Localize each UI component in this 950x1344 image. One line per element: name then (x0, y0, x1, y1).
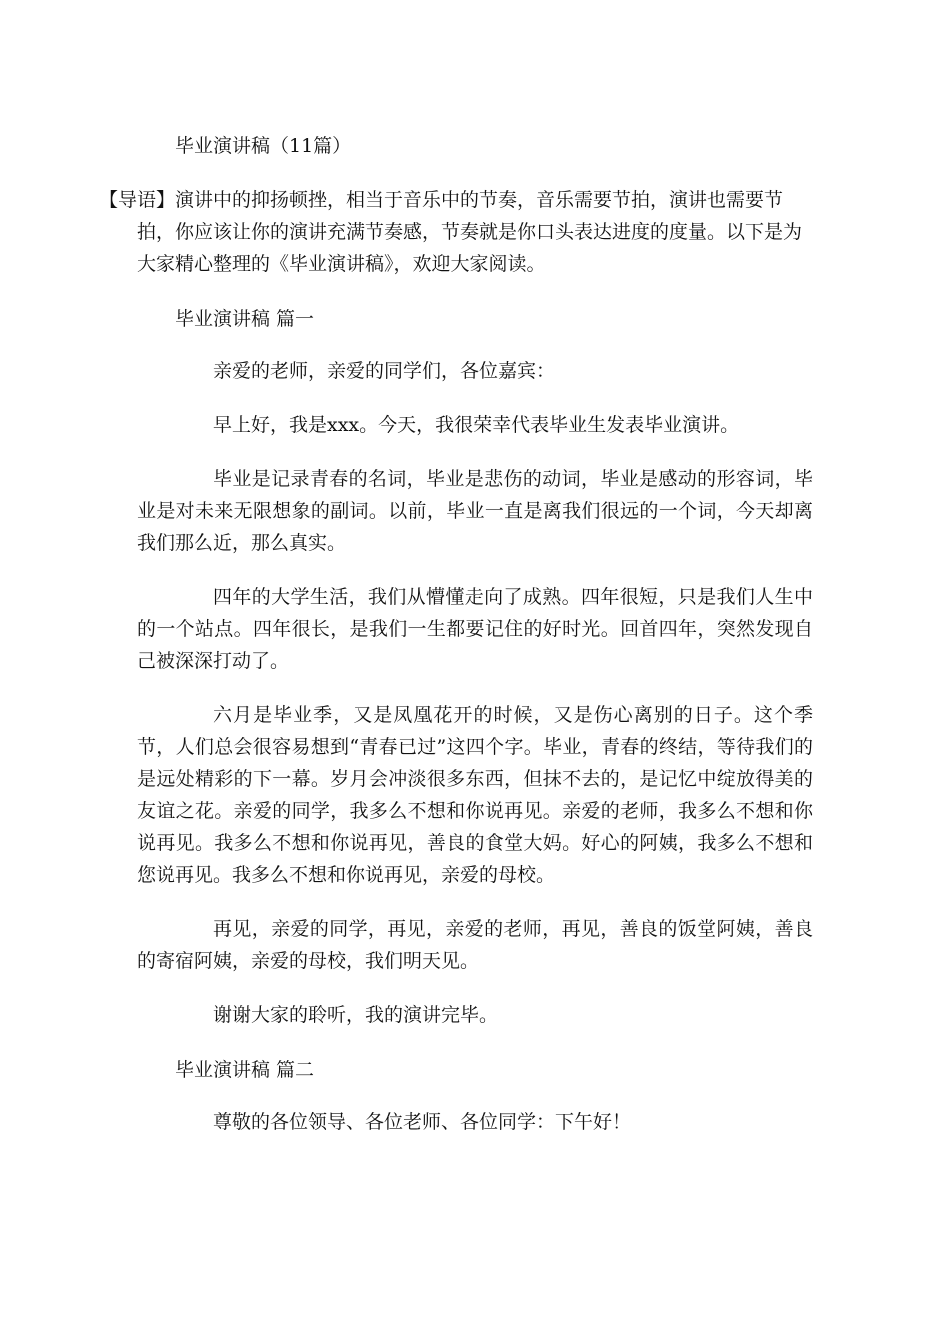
paragraph-salutation: 尊敬的各位领导、各位老师、各位同学：下午好！ (213, 1111, 632, 1133)
paragraph-salutation: 亲爱的老师，亲爱的同学们，各位嘉宾： (213, 360, 556, 382)
paragraph: 六月是毕业季，又是凤凰花开的时候，又是伤心离别的日子。这个季节，人们总会很容易想到“青春已过”这四个字。毕业，青春的终结，等待我们的是远处精彩的下一幕。岁月会冲淡很多东西，但抹不去的，是记忆中绽放得美的友谊之花。亲爱的同学，我多么不想和你说再见。亲爱的老师，我多么不想和你说再见。我多么不想和你说再见，善良的食堂大妈。好心的阿姨，我多么不想和您说再见。我多么不想和你说再见，亲爱的母校。 (137, 704, 813, 886)
intro-paragraph: 【导语】演讲中的抑扬顿挫，相当于音乐中的节奏，音乐需要节拍，演讲也需要节拍，你应该让你的演讲充满节奏感，节奏就是你口头表达进度的度量。以下是为大家精心整理的《毕业演讲稿》，欢迎大家阅读。 (99, 189, 803, 275)
paragraph-greeting: 早上好，我是xxx。今天，我很荣幸代表毕业生发表毕业演讲。 (213, 414, 740, 436)
section-heading-2: 毕业演讲稿 篇二 (175, 1059, 315, 1081)
paragraph: 四年的大学生活，我们从懵懂走向了成熟。四年很短，只是我们人生中的一个站点。四年很长，是我们一生都要记住的好时光。回首四年，突然发现自己被深深打动了。 (137, 586, 813, 672)
document-body (99, 130, 813, 1138)
paragraph: 毕业是记录青春的名词，毕业是悲伤的动词，毕业是感动的形容词，毕业是对未来无限想象的副词。以前，毕业一直是离我们很远的一个词，今天却离我们那么近，那么真实。 (137, 468, 813, 554)
document-title: 毕业演讲稿（11篇） (175, 135, 352, 157)
paragraph-closing: 谢谢大家的聆听，我的演讲完毕。 (213, 1004, 499, 1026)
section-heading-1: 毕业演讲稿 篇一 (175, 308, 315, 330)
paragraph: 再见，亲爱的同学，再见，亲爱的老师，再见，善良的饭堂阿姨，善良的寄宿阿姨，亲爱的母校，我们明天见。 (137, 918, 813, 972)
